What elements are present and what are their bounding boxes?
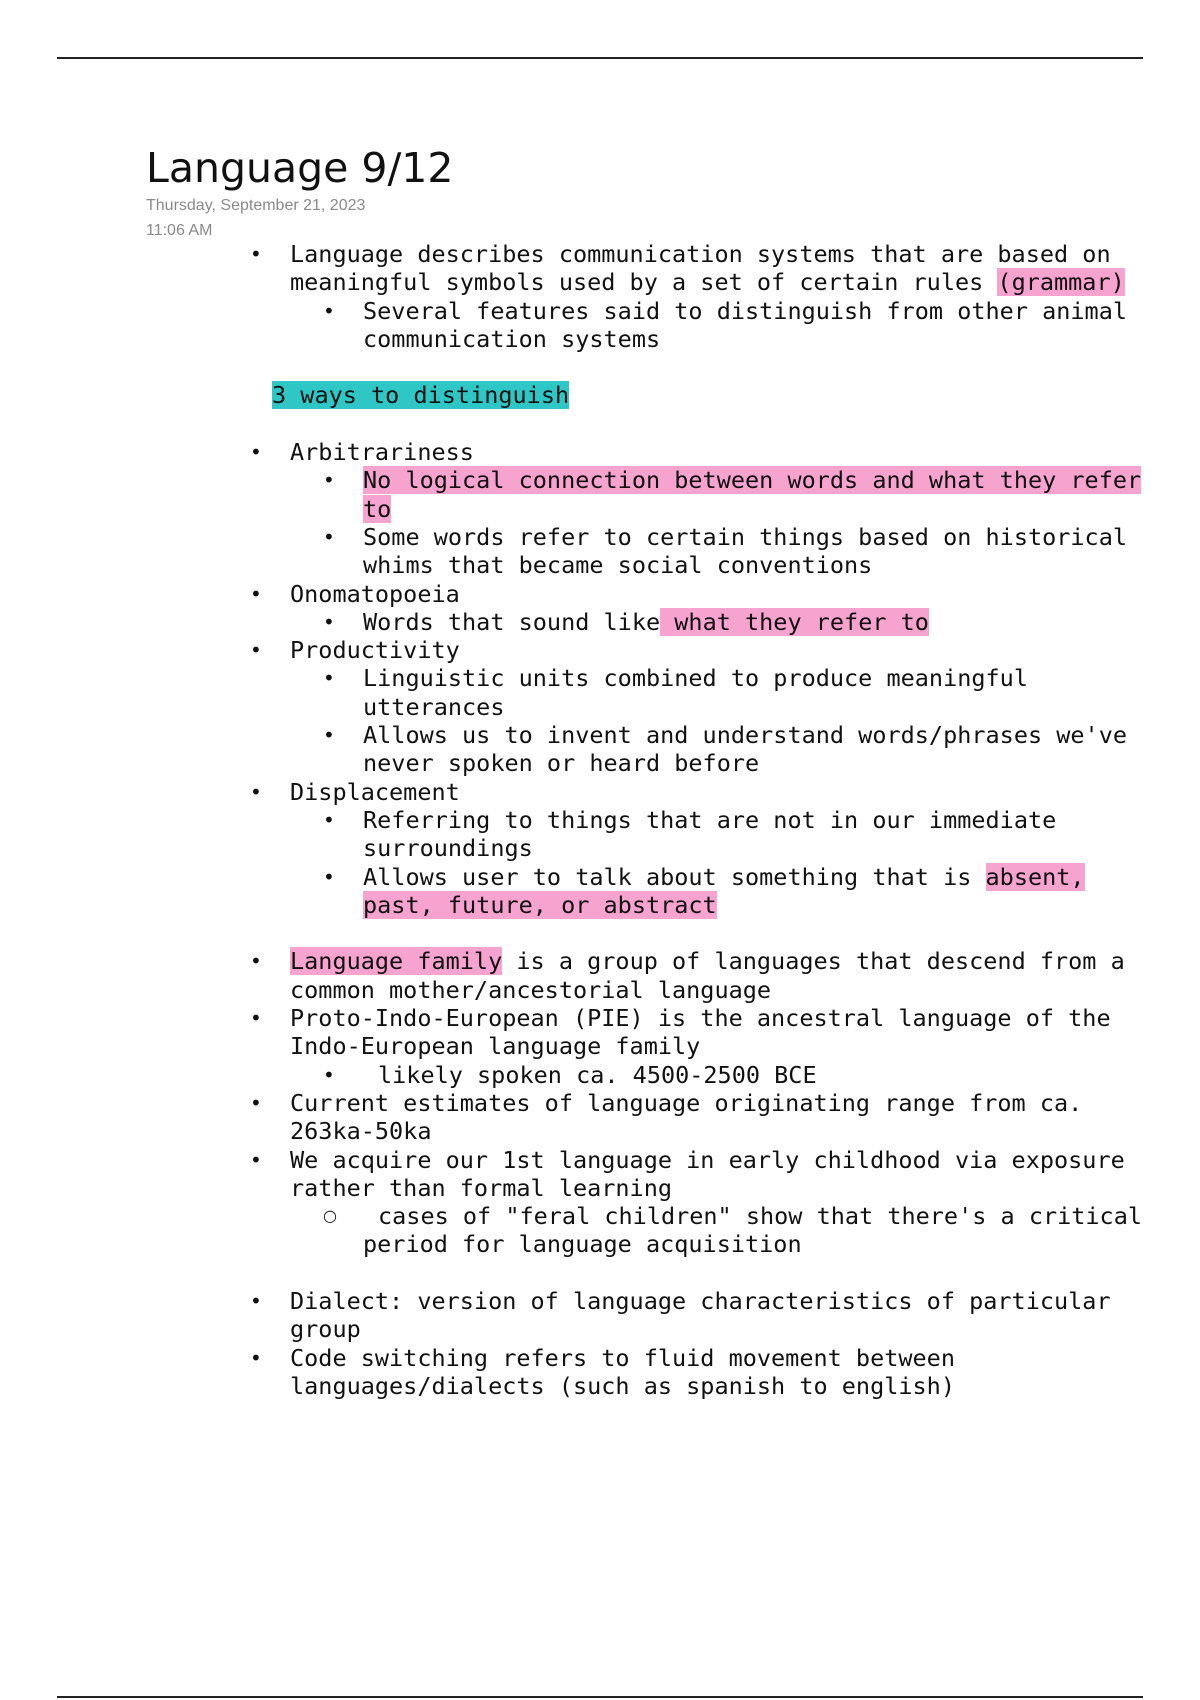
highlighted-text: No logical connection between words and what they refer to	[363, 466, 1142, 523]
list-item	[323, 721, 1150, 778]
list-item-text: Productivity	[290, 636, 460, 665]
list-item-text: Onomatopoeia	[290, 579, 460, 608]
spacer	[250, 919, 1150, 947]
bullet-dot-icon: •	[250, 1006, 262, 1031]
bullet-dot-icon: •	[323, 524, 335, 549]
bullet-dot-icon: •	[323, 468, 335, 493]
text-run: Language describes communication systems that are based on meaningful symbols used by a set of certain rules	[290, 240, 1111, 297]
bullet-dot-icon: •	[250, 1147, 262, 1172]
list-item	[250, 580, 1150, 608]
bullet-dot-icon: •	[250, 1090, 262, 1115]
bullet-dot-icon: •	[323, 609, 335, 634]
list-item	[250, 1287, 1150, 1344]
spacer	[250, 1259, 1150, 1287]
list-item-text	[290, 240, 1125, 296]
list-item	[323, 664, 1150, 721]
spacer	[250, 353, 1150, 381]
list-item-text: Proto-Indo-European (PIE) is the ancestral language of the Indo-European language family	[290, 1004, 1111, 1061]
highlighted-text: (grammar)	[997, 268, 1125, 297]
list-item-text: Some words refer to certain things based on historical whims that became social conventions	[363, 522, 1128, 580]
bullet-dot-icon: •	[250, 242, 262, 266]
list-item	[250, 438, 1150, 466]
highlighted-text: what they refer to	[660, 607, 929, 636]
text-run: Allows user to talk about something that is	[363, 862, 986, 891]
list-item	[323, 806, 1150, 863]
list-item-text: Displacement	[290, 777, 460, 806]
list-item-text: Current estimates of language originating range from ca. 263ka-50ka	[290, 1088, 1083, 1146]
list-item	[250, 778, 1150, 806]
top-divider	[57, 57, 1143, 59]
bullet-dot-icon: •	[323, 1062, 335, 1087]
bullet-dot-icon: •	[323, 666, 335, 691]
list-item	[323, 1202, 1150, 1259]
list-item-text: Several features said to distinguish from other animal communication systems	[363, 296, 1128, 353]
bullet-dot-icon: •	[323, 864, 335, 889]
bullet-dot-icon: •	[323, 298, 335, 323]
list-item-text	[363, 863, 1085, 919]
list-item	[323, 523, 1150, 580]
list-item	[250, 636, 1150, 664]
list-item	[323, 1061, 1150, 1089]
bullet-circle-icon: ○	[323, 1206, 337, 1226]
page-date: Thursday, September 21, 2023	[146, 197, 366, 214]
list-item	[250, 947, 1150, 1004]
list-item-text: cases of "feral children" show that there's a critical period for language acquisition	[363, 1202, 1143, 1259]
bullet-dot-icon: •	[250, 440, 262, 465]
list-item	[323, 466, 1150, 523]
list-item-text: Referring to things that are not in our immediate surroundings	[363, 805, 1057, 863]
list-item-text: Allows us to invent and understand words/phrases we've never spoken or heard before	[363, 721, 1128, 778]
list-item-text	[290, 947, 1125, 1003]
notes-body	[250, 240, 1150, 1400]
bullet-dot-icon: •	[323, 723, 335, 748]
text-run: is a group of languages that descend from a common mother/ancestorial language	[290, 947, 1125, 1004]
list-item	[250, 1146, 1150, 1203]
bullet-dot-icon: •	[250, 1345, 262, 1370]
bullet-dot-icon: •	[250, 638, 262, 663]
list-item	[323, 863, 1150, 920]
list-item	[323, 297, 1150, 354]
list-item-text: Code switching refers to fluid movement between languages/dialects (such as spanish to english)	[290, 1343, 955, 1400]
highlighted-text: 3 ways to distinguish	[272, 381, 570, 410]
list-item	[250, 1344, 1150, 1401]
bottom-divider	[57, 1696, 1143, 1698]
bullet-dot-icon: •	[250, 1288, 262, 1313]
list-item-text: We acquire our 1st language in early childhood via exposure rather than formal learning	[290, 1145, 1125, 1202]
bullet-dot-icon: •	[250, 949, 262, 974]
bullet-dot-icon: •	[323, 807, 335, 832]
list-item	[323, 608, 1150, 636]
list-item-text: Linguistic units combined to produce meaningful utterances	[363, 664, 1028, 721]
section-heading	[272, 381, 1150, 409]
list-item-text: Arbitrariness	[290, 438, 474, 467]
list-item	[250, 1089, 1150, 1146]
bullet-dot-icon: •	[250, 581, 262, 606]
highlighted-text: absent, past, future, or abstract	[363, 862, 1085, 919]
bullet-dot-icon: •	[250, 779, 262, 804]
text-run: Words that sound like	[363, 607, 661, 636]
page-time: 11:06 AM	[146, 222, 213, 239]
page-title: Language 9/12	[146, 144, 454, 192]
list-item-text	[363, 608, 929, 636]
list-item-text: Dialect: version of language characteristics of particular group	[290, 1286, 1111, 1344]
list-item-text: likely spoken ca. 4500-2500 BCE	[378, 1060, 817, 1089]
list-item	[250, 240, 1150, 297]
spacer	[250, 410, 1150, 438]
highlighted-text: Language family	[290, 947, 503, 976]
list-item	[250, 1004, 1150, 1061]
